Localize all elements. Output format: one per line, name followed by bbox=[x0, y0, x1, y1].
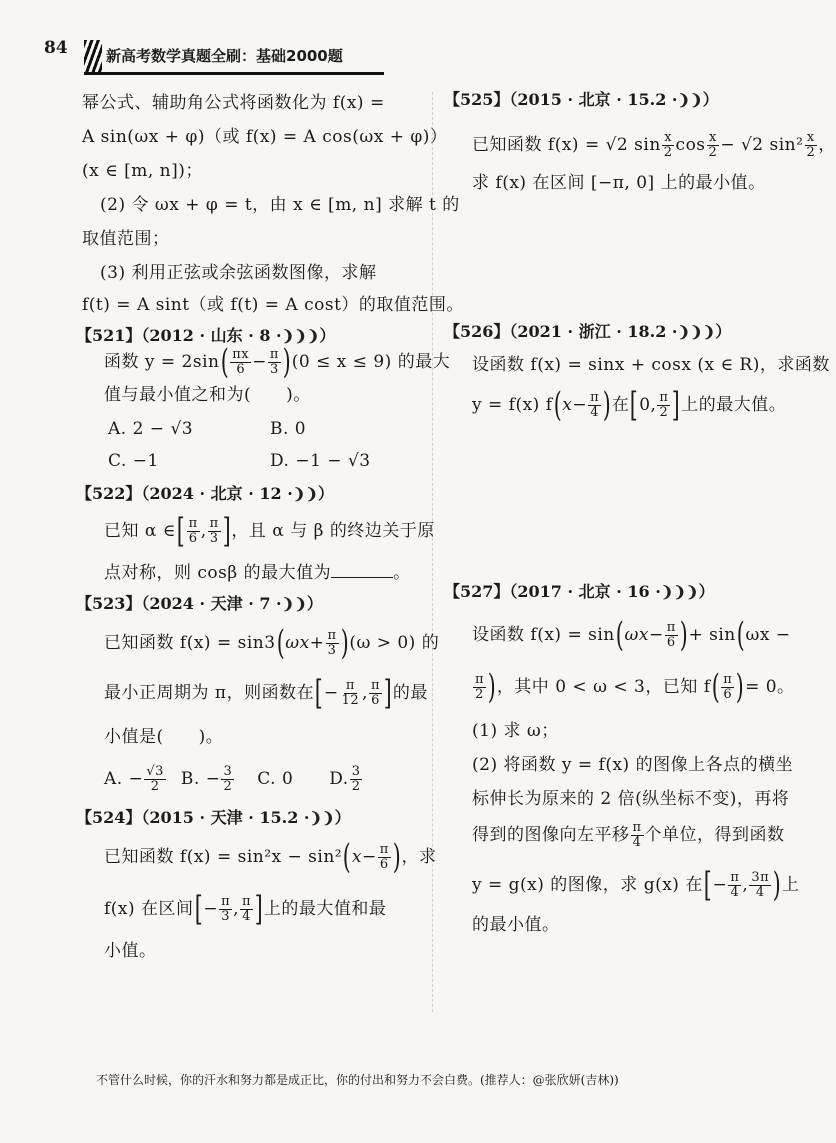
header-underline bbox=[84, 72, 384, 75]
problem-527-stem: 设函数 f(x) = sin ( ωx − $\frac{\pi}{6}$ ) + sin ( ωx − bbox=[472, 615, 791, 655]
difficulty-pepper-icon: ❩❩ bbox=[309, 809, 335, 827]
option-a: A. − bbox=[104, 769, 144, 789]
fraction: $\frac{\pi}{6}$ bbox=[188, 515, 198, 546]
difficulty-pepper-icon: ❩❩ bbox=[677, 91, 703, 109]
intro-line-3: (x ∈ [m, n])； bbox=[82, 161, 203, 181]
fraction: $\frac{3}{2}$ bbox=[351, 763, 361, 794]
intro-line-5: 取值范围； bbox=[82, 229, 170, 249]
difficulty-pepper-icon: ❩❩❩ bbox=[660, 583, 699, 601]
fraction: $\frac{\pi}{3}$ bbox=[269, 346, 279, 377]
intro-line-7: f(t) = A sint（或 f(t) = A cost）的取值范围。 bbox=[82, 295, 464, 315]
fraction: $\frac{\pi}{2}$ bbox=[475, 671, 485, 702]
difficulty-pepper-icon: ❩❩❩ bbox=[677, 323, 716, 341]
fraction: $\frac{\pi}{12}$ bbox=[341, 677, 360, 708]
problem-527-q2-line2: 标伸长为原来的 2 倍(纵坐标不变)，再将 bbox=[472, 789, 790, 809]
problem-527-q2-line3: 得到的图像向左平移 $\frac{\pi}{4}$ 个单位，得到函数 bbox=[472, 819, 785, 850]
difficulty-pepper-icon: ❩❩❩ bbox=[281, 327, 320, 345]
fraction: $\frac{\pi}{3}$ bbox=[327, 627, 337, 658]
fraction: $\frac{√3}{2}$ bbox=[146, 763, 164, 794]
problem-521-header: 【521】（2012 · 山东 · 8 ·❩❩❩） bbox=[76, 326, 336, 345]
problem-525-stem: 已知函数 f(x) = √2 sin $\frac{x}{2}$ cos $\frac{x}{2}$ − √2 sin² $\frac{x}{2}$ ， bbox=[472, 129, 836, 160]
fraction: $\frac{\pi}{6}$ bbox=[723, 671, 733, 702]
intro-line-2: A sin(ωx + φ)（或 f(x) = A cos(ωx + φ)） bbox=[82, 127, 448, 147]
problem-527-q1: (1) 求 ω； bbox=[472, 721, 559, 741]
footer-quote: 不管什么时候，你的汗水和努力都是成正比，你的付出和努力不会白费。(推荐人：@张欣妍(吉林)) bbox=[96, 1073, 619, 1087]
fraction: $\frac{\pi}{6}$ bbox=[379, 841, 389, 872]
problem-524-stem-3: 小值。 bbox=[104, 941, 157, 961]
fraction: $\frac{\pi}{4}$ bbox=[632, 819, 642, 850]
fraction: $\frac{x}{2}$ bbox=[806, 129, 816, 160]
fraction: $\frac{3\pi}{4}$ bbox=[751, 869, 770, 900]
fraction: $\frac{\pi}{4}$ bbox=[730, 869, 740, 900]
fraction: $\frac{\pi}{2}$ bbox=[659, 389, 669, 420]
problem-523-stem-2: 最小正周期为 π，则函数在 [ − $\frac{\pi}{12}$ , $\frac{\pi}{6}$ ] 的最 bbox=[104, 673, 428, 713]
problem-526-header: 【526】（2021 · 浙江 · 18.2 ·❩❩❩） bbox=[444, 322, 732, 341]
problem-527-q2-line1: (2) 将函数 y = f(x) 的图像上各点的横坐 bbox=[472, 755, 794, 775]
problem-527-q2-line4: y = g(x) 的图像，求 g(x) 在 [ − $\frac{\pi}{4}$ , $\frac{3\pi}{4}$ ) 上 bbox=[472, 865, 800, 905]
problem-524-stem: 已知函数 f(x) = sin²x − sin² ( x − $\frac{\pi}{6}$ ) ，求 bbox=[104, 837, 437, 877]
problem-524-header: 【524】（2015 · 天津 · 15.2 ·❩❩） bbox=[76, 808, 351, 827]
problem-522-stem: 已知 α ∈ [ $\frac{\pi}{6}$ , $\frac{\pi}{3}$ ] ，且 α 与 β 的终边关于原 bbox=[104, 511, 435, 551]
problem-521-stem: 函数 y = 2sin ( $\frac{\pi x}{6}$ − $\frac{\pi}{3}$ ) (0 ≤ x ≤ 9) 的最大 bbox=[104, 342, 451, 382]
fraction: $\frac{x}{2}$ bbox=[708, 129, 718, 160]
intro-line-6: (3) 利用正弦或余弦函数图像，求解 bbox=[100, 263, 377, 283]
problem-523-header: 【523】（2024 · 天津 · 7 ·❩❩） bbox=[76, 594, 323, 613]
fraction: $\frac{\pi}{3}$ bbox=[209, 515, 219, 546]
fraction: $\frac{\pi}{4}$ bbox=[242, 893, 252, 924]
intro-line-1: 幂公式、辅助角公式将函数化为 f(x) = bbox=[82, 93, 385, 113]
fraction: $\frac{\pi}{3}$ bbox=[221, 893, 231, 924]
problem-527-header: 【527】（2017 · 北京 · 16 ·❩❩❩） bbox=[444, 582, 715, 601]
problem-522-stem-2: 点对称，则 cosβ 的最大值为 。 bbox=[104, 558, 411, 588]
problem-523-stem: 已知函数 f(x) = sin3 ( ωx + $\frac{\pi}{3}$ ) (ω > 0) 的 bbox=[104, 623, 440, 663]
fraction: $\frac{x}{2}$ bbox=[663, 129, 673, 160]
difficulty-pepper-icon: ❩❩ bbox=[292, 485, 318, 503]
option-d: D. −1 − √3 bbox=[270, 451, 371, 471]
fraction: $\frac{\pi}{6}$ bbox=[371, 677, 381, 708]
answer-blank bbox=[331, 559, 393, 578]
option-d: D. bbox=[329, 769, 349, 789]
option-c: C. −1 bbox=[108, 451, 159, 471]
problem-522-header: 【522】（2024 · 北京 · 12 ·❩❩） bbox=[76, 484, 334, 503]
fraction: $\frac{\pi x}{6}$ bbox=[232, 346, 250, 377]
problem-523-options bbox=[104, 758, 363, 800]
difficulty-pepper-icon: ❩❩ bbox=[281, 595, 307, 613]
fraction: $\frac{\pi}{6}$ bbox=[666, 619, 676, 650]
problem-521-stem-2: 值与最小值之和为( )。 bbox=[104, 385, 311, 405]
option-c: C. 0 bbox=[257, 769, 294, 789]
option-a: A. 2 − √3 bbox=[108, 419, 194, 439]
intro-line-4: (2) 令 ωx + φ = t，由 x ∈ [m, n] 求解 t 的 bbox=[100, 195, 460, 215]
problem-525-stem-2: 求 f(x) 在区间 [−π, 0] 上的最小值。 bbox=[472, 173, 766, 193]
fraction: $\frac{3}{2}$ bbox=[223, 763, 233, 794]
page-number: 84 bbox=[44, 38, 68, 58]
option-b: B. 0 bbox=[270, 419, 307, 439]
problem-524-stem-2: f(x) 在区间 [ − $\frac{\pi}{3}$ , $\frac{\pi}{4}$ ] 上的最大值和最 bbox=[104, 889, 387, 929]
problem-527-q2-line5: 的最小值。 bbox=[472, 915, 560, 935]
problem-526-stem-2: y = f(x) f ( x − $\frac{\pi}{4}$ ) 在 [ 0, $\frac{\pi}{2}$ ] 上的最大值。 bbox=[472, 385, 787, 425]
option-b: B. − bbox=[180, 769, 221, 789]
book-title: 新高考数学真题全刷：基础2000题 bbox=[106, 47, 343, 65]
problem-523-stem-3: 小值是( )。 bbox=[104, 727, 224, 747]
problem-527-stem-2: $\frac{\pi}{2}$ ) ，其中 0 < ω < 3，已知 f ( $\frac{\pi}{6}$ ) = 0。 bbox=[475, 667, 795, 707]
fraction: $\frac{\pi}{4}$ bbox=[590, 389, 600, 420]
problem-526-stem: 设函数 f(x) = sinx + cosx (x ∈ R)，求函数 bbox=[472, 355, 830, 375]
problem-525-header: 【525】（2015 · 北京 · 15.2 ·❩❩） bbox=[444, 90, 719, 109]
